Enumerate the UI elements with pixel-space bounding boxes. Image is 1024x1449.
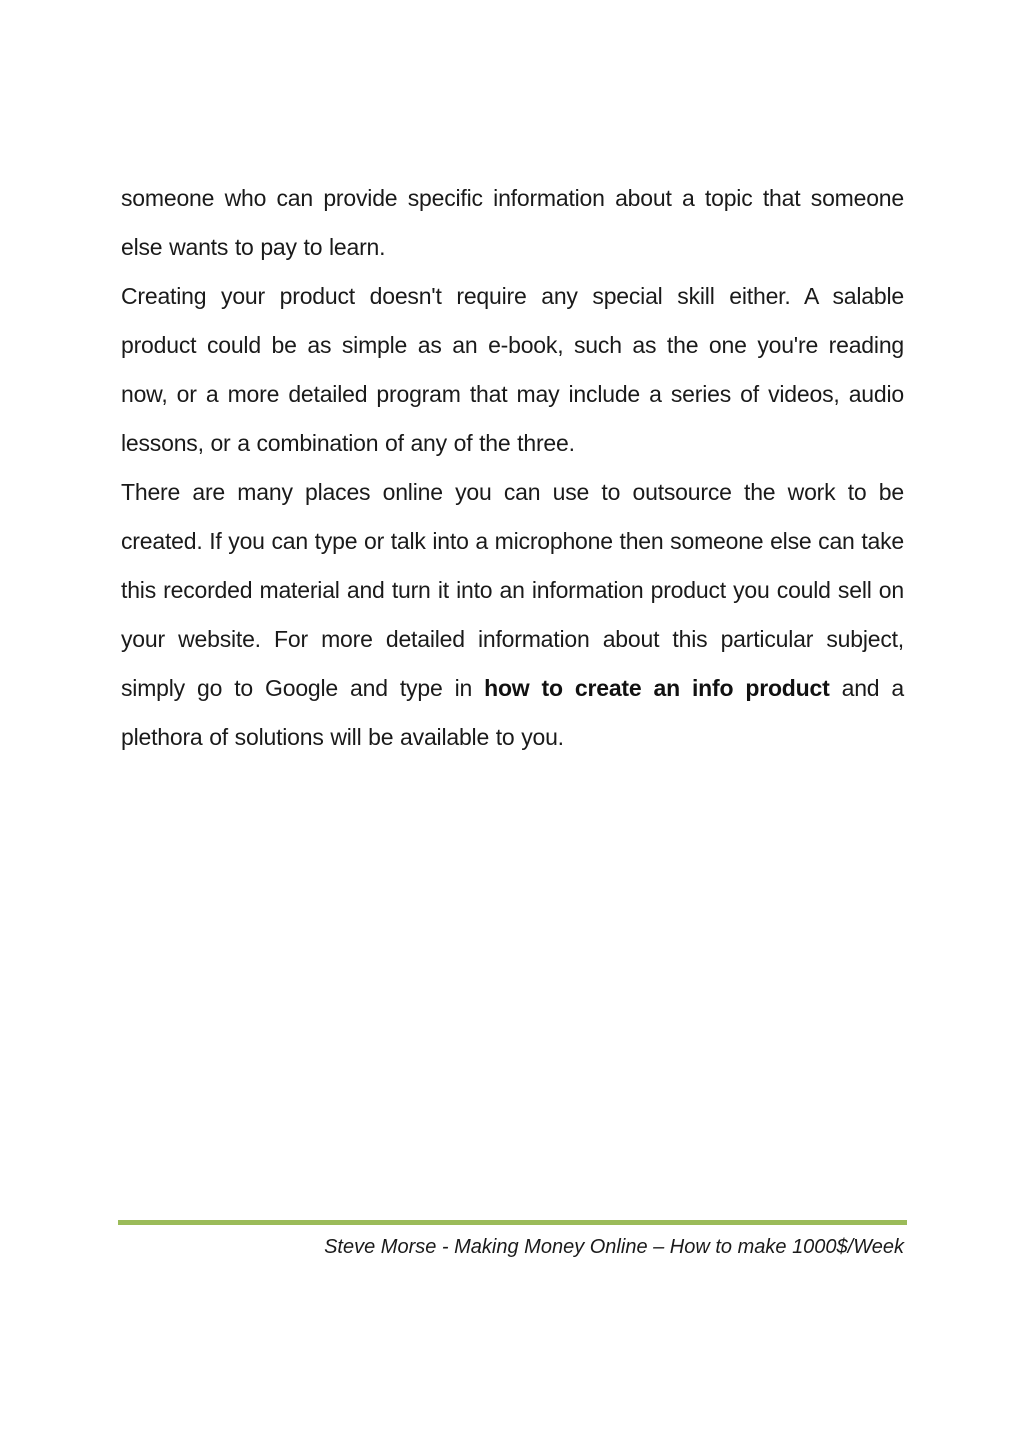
paragraph-3-start: There are many places online you can use to outsource the work to be created. If you can type or talk into a microphone then someone else can take this recorded material and turn it into an information product you could sell on your website. For more detailed information about this particular subject, simply go to Google and type in xyxy=(121,479,905,701)
paragraph-3 xyxy=(121,468,904,762)
paragraph-1: someone who can provide specific information about a topic that someone else wants to pay to learn. xyxy=(121,185,904,260)
paragraph-2: Creating your product doesn't require any special skill either. A salable product could be as simple as an e-book, such as the one you're reading now, or a more detailed program that may include a series of videos, audio lessons, or a combination of any of the three. xyxy=(121,283,904,456)
footer-caption: Steve Morse - Making Money Online – How to make 1000$/Week xyxy=(324,1236,904,1258)
body-text xyxy=(121,174,904,762)
footer-divider xyxy=(118,1220,907,1225)
paragraph-3-end: and a plethora of solutions will be available to you. xyxy=(121,675,905,750)
search-phrase-bold: how to create an info product xyxy=(484,675,830,701)
